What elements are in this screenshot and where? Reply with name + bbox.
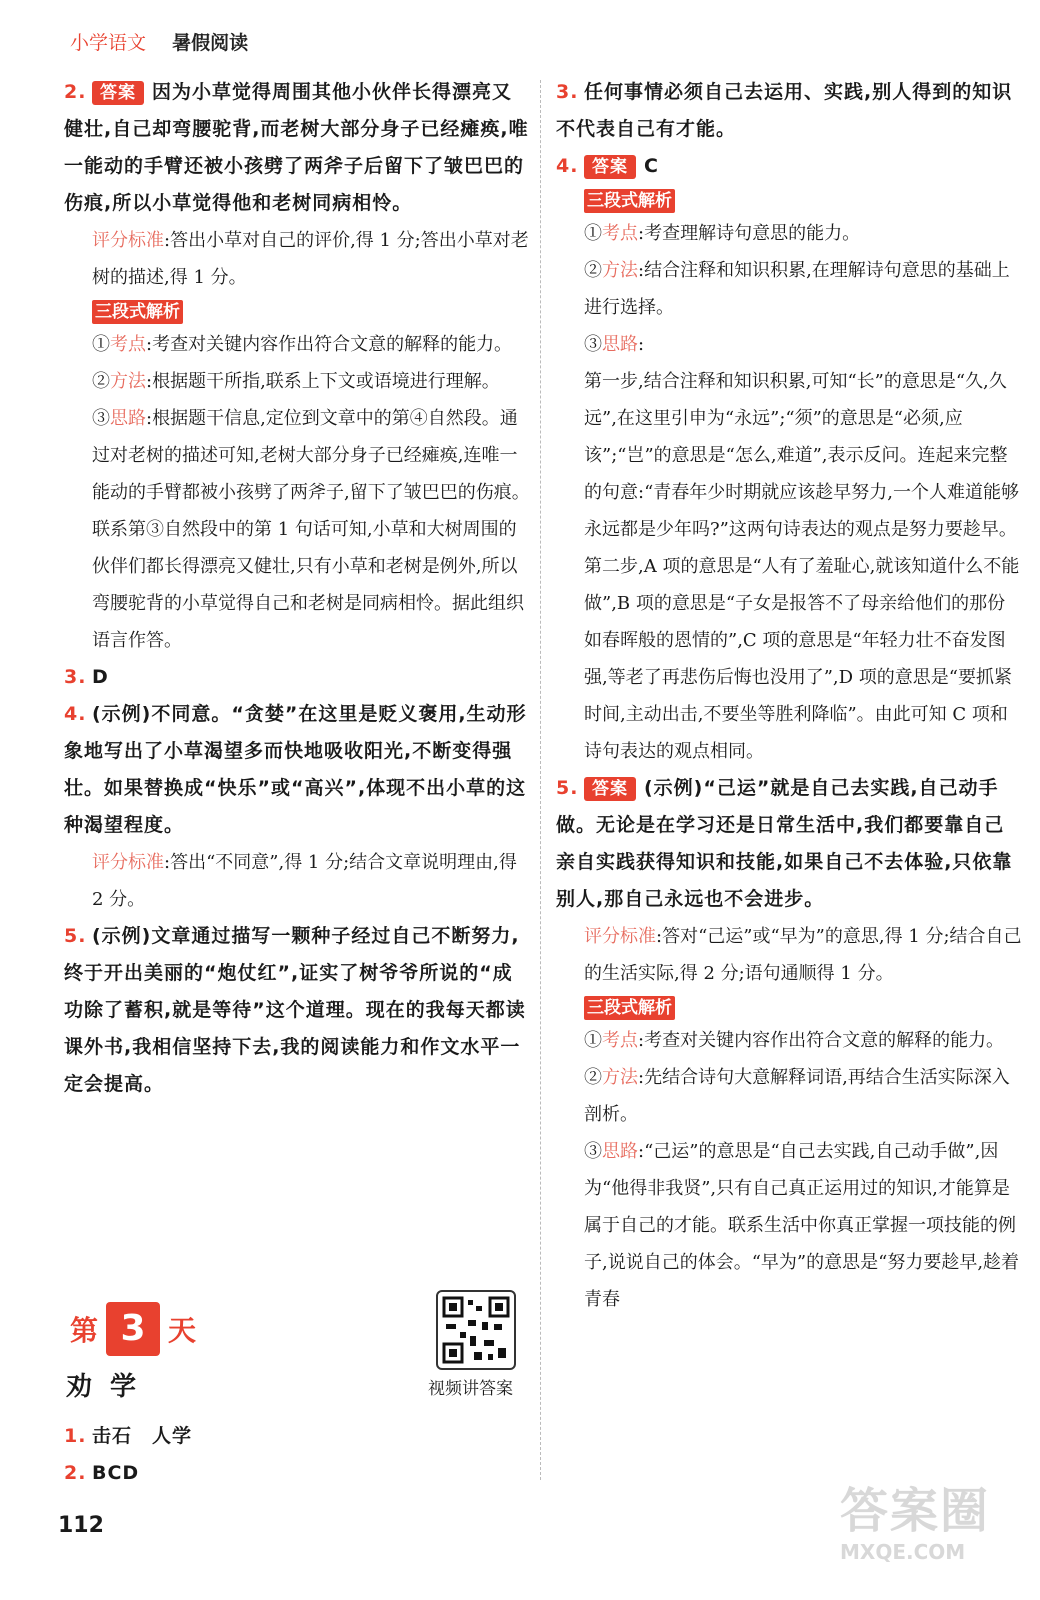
- analysis-tag: 三段式解析: [584, 996, 676, 1020]
- analysis-tag: 三段式解析: [584, 189, 676, 213]
- right-q3-answer: 3. 任何事情必须自己去运用、实践,别人得到的知识不代表自己有才能。: [556, 81, 1013, 140]
- analysis-tag: 三段式解析: [92, 300, 184, 324]
- day-heading: 第 3 天: [70, 1302, 196, 1356]
- watermark: 答案圈 MXQE.COM: [840, 1483, 991, 1564]
- answer-tag: 答案: [92, 81, 144, 105]
- left-q2-fangfa: ②方法:根据题干所指,联系上下文或语境进行理解。: [92, 371, 500, 392]
- right-q4-silu: ③思路:: [584, 334, 645, 355]
- lesson-title: 劝学: [66, 1372, 155, 1402]
- right-column: [556, 74, 1022, 1318]
- column-divider: [540, 80, 541, 1480]
- right-q4-step1: 第一步,结合注释和知识积累,可知“长”的意思是“久,久远”,在这里引申为“永远”;“须”的意思是“必须,应该”;“岂”的意思是“怎么,难道”,表示反问。连起来完整的句意:“青春年少时期就应该趁早努力,一个人难道能够永远都是少年吗?”这两句诗表达的观点是努力要趁早。: [584, 371, 1019, 540]
- list-item: 1. 击石 人学: [64, 1425, 193, 1447]
- left-q2-kaodian: ①考点:考查对关键内容作出符合文意的解释的能力。: [92, 334, 513, 355]
- book-title: 暑假阅读: [172, 32, 249, 54]
- answer-tag: 答案: [584, 155, 636, 179]
- page-header: [70, 28, 248, 55]
- left-q4-scoring: 评分标准:答出“不同意”,得 1 分;结合文章说明理由,得 2 分。: [92, 852, 517, 910]
- right-q5-silu: ③思路:“己运”的意思是“自己去实践,自己动手做”,因为“他得非我贤”,只有自己真正运用过的知识,才能算是属于自己的才能。联系生活中你真正掌握一项技能的例子,说说自己的体会。“早为”的意思是“努力要趁早,趁着青春: [584, 1141, 1020, 1310]
- day-number: 3: [106, 1302, 160, 1356]
- left-q2-scoring: 评分标准:答出小草对自己的评价,得 1 分;答出小草对老树的描述,得 1 分。: [92, 230, 529, 288]
- right-q4-step2: 第二步,A 项的意思是“人有了羞耻心,就该知道什么不能做”,B 项的意思是“子女是报答不了母亲给他们的那份如春晖般的恩情的”,C 项的意思是“年轻力壮不奋发图强,等老了再悲伤后悔也没用了”,D 项的意思是“要抓紧时间,主动出击,不要坐等胜利降临”。由此可知 C 项和诗句表达的观点相同。: [584, 556, 1020, 762]
- right-q4-answer: 4. 答案 C: [556, 155, 659, 177]
- answer-tag: 答案: [584, 777, 636, 801]
- right-q4-kaodian: ①考点:考查理解诗句意思的能力。: [584, 223, 861, 244]
- right-q5-fangfa: ②方法:先结合诗句大意解释词语,再结合生活实际深入剖析。: [584, 1067, 1010, 1125]
- left-q2-answer: 2. 答案 因为小草觉得周围其他小伙伴长得漂亮又健壮,自己却弯腰驼背,而老树大部分身子已经瘫痪,唯一能动的手臂还被小孩劈了两斧子后留下了皱巴巴的伤痕,所以小草觉得他和老树同病相怜。: [64, 81, 529, 214]
- left-q4-answer: 4. (示例)不同意。“贪婪”在这里是贬义褒用,生动形象地写出了小草渴望多而快地吸收阳光,不断变得强壮。如果替换成“快乐”或“高兴”,体现不出小草的这种渴望程度。: [64, 703, 527, 836]
- book-brand: 小学语文: [70, 32, 147, 54]
- right-q4-fangfa: ②方法:结合注释和知识积累,在理解诗句意思的基础上进行选择。: [584, 260, 1010, 318]
- right-q5-scoring: 评分标准:答对“己运”或“早为”的意思,得 1 分;结合自己的生活实际,得 2 分;语句通顺得 1 分。: [584, 926, 1022, 984]
- qr-label: 视频讲答案: [428, 1379, 513, 1399]
- list-item: 2. BCD: [64, 1462, 140, 1484]
- lesson-answers: [64, 1418, 192, 1492]
- right-q5-answer: 5. 答案 (示例)“己运”就是自己去实践,自己动手做。无论是在学习还是日常生活中,我们都要靠自己亲自实践获得知识和技能,如果自己不去体验,只依靠别人,那自己永远也不会进步。: [556, 777, 1013, 910]
- page-number: 112: [58, 1513, 104, 1538]
- qr-code-icon[interactable]: [436, 1290, 516, 1370]
- left-q3-answer: 3. D: [64, 666, 109, 688]
- right-q5-kaodian: ①考点:考查对关键内容作出符合文意的解释的能力。: [584, 1030, 1005, 1051]
- left-q5-answer: 5. (示例)文章通过描写一颗种子经过自己不断努力,终于开出美丽的“炮仗红”,证实了树爷爷所说的“成功除了蓄积,就是等待”这个道理。现在的我每天都读课外书,我相信坚持下去,我的阅读能力和作文水平一定会提高。: [64, 925, 526, 1095]
- left-q2-silu: ③思路:根据题干信息,定位到文章中的第④自然段。通过对老树的描述可知,老树大部分身子已经瘫痪,连唯一能动的手臂都被小孩劈了两斧子,留下了皱巴巴的伤痕。联系第③自然段中的第 1 句话可知,小草和大树周围的伙伴们都长得漂亮又健壮,只有小草和老树是例外,所以弯腰驼背的小草觉得自己和老树是同病相怜。据此组织语言作答。: [92, 408, 530, 651]
- left-column: [64, 74, 530, 1103]
